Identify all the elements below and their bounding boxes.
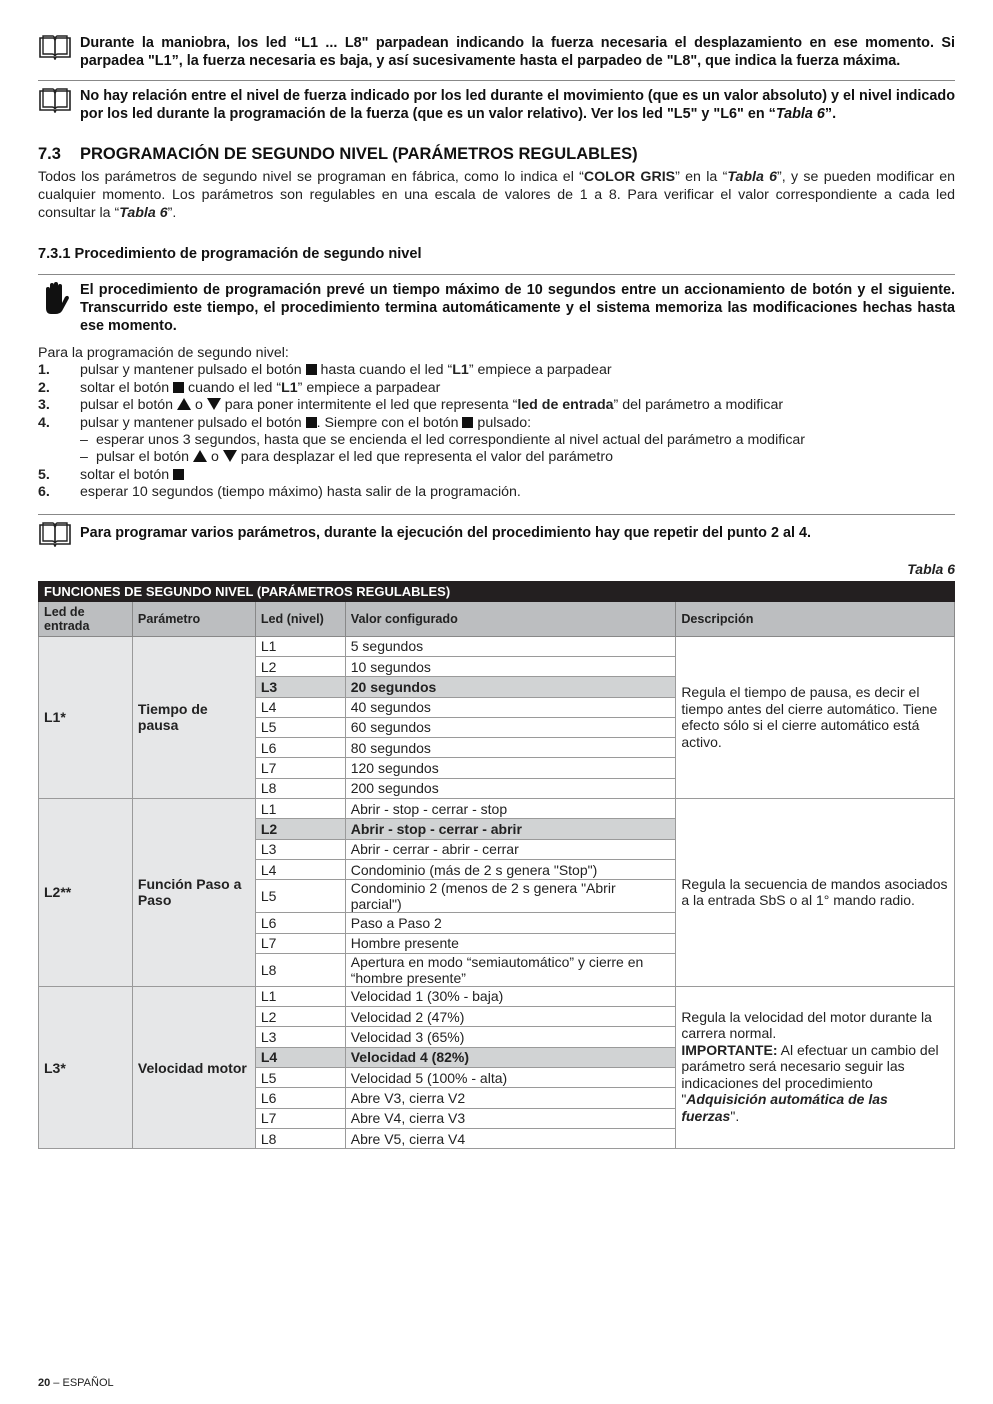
parameter-cell: Tiempo de pausa <box>132 636 255 798</box>
value-cell: Condominio (más de 2 s genera "Stop") <box>345 859 676 879</box>
value-cell: Paso a Paso 2 <box>345 913 676 933</box>
level-cell: L2 <box>255 1007 345 1027</box>
subsection-heading: 7.3.1 Procedimiento de programación de segundo nivel <box>38 246 422 262</box>
level-cell: L8 <box>255 953 345 986</box>
list-subitem: – pulsar el botón o para desplazar el led que representa el valor del parámetro <box>80 449 613 466</box>
col-header: Led de entrada <box>39 601 133 636</box>
stop-button-icon <box>306 417 317 428</box>
table-row <box>39 799 955 819</box>
book-icon <box>38 521 72 547</box>
level-cell: L4 <box>255 697 345 717</box>
level-cell: L6 <box>255 738 345 758</box>
parameter-cell: Velocidad motor <box>132 986 255 1148</box>
value-cell: Abre V5, cierra V4 <box>345 1128 676 1148</box>
up-arrow-icon <box>193 450 207 462</box>
value-cell: 40 segundos <box>345 697 676 717</box>
col-header: Parámetro <box>132 601 255 636</box>
value-cell: Velocidad 5 (100% - alta) <box>345 1068 676 1088</box>
list-item: 5. soltar el botón <box>38 467 955 484</box>
down-arrow-icon <box>223 450 237 462</box>
level-cell: L1 <box>255 986 345 1006</box>
note-1 <box>38 28 955 70</box>
level-cell: L8 <box>255 778 345 798</box>
level-cell: L4 <box>255 859 345 879</box>
table-label: Tabla 6 <box>907 560 955 577</box>
list-item: 4. pulsar y mantener pulsado el botón . Siempre con el botón pulsado: <box>38 414 532 431</box>
level-cell: L6 <box>255 1088 345 1108</box>
value-cell: 120 segundos <box>345 758 676 778</box>
level-cell: L5 <box>255 717 345 737</box>
level-cell: L1 <box>255 636 345 656</box>
hand-icon <box>38 281 72 315</box>
description-cell: Regula la secuencia de mandos asociados a la entrada SbS o al 1° mando radio. <box>676 799 955 987</box>
level-cell: L2 <box>255 656 345 676</box>
down-arrow-icon <box>207 398 221 410</box>
list-item: 1. pulsar y mantener pulsado el botón hasta cuando el led “L1” empiece a parpadear <box>38 362 612 379</box>
value-cell: 60 segundos <box>345 717 676 737</box>
note-1-text: Durante la maniobra, los led “L1 ... L8" parpadean indicando la fuerza necesaria el desplazamiento en ese momento. Si parpadea "L1”, la fuerza necesaria es baja, y así sucesivamente hasta el parpadeo de "L8", que indica la fuerza máxima. <box>80 35 955 69</box>
value-cell: Apertura en modo “semiautomático” y cierre en “hombre presente” <box>345 953 676 986</box>
steps-intro: Para la programación de segundo nivel: <box>38 345 289 361</box>
book-icon <box>38 34 72 60</box>
level-cell: L1 <box>255 799 345 819</box>
value-cell: 10 segundos <box>345 656 676 676</box>
table-row <box>39 636 955 656</box>
steps-list <box>38 345 955 502</box>
section-paragraph: Todos los parámetros de segundo nivel se programan en fábrica, como lo indica el “COLOR GRIS” en la “Tabla 6”, y se pueden modificar en cualquier momento. Los parámetros son regulables en una escala de valores de 1 a 8. Para verificar el valor correspondiente a cada led consultar la “Tabla 6”. <box>38 169 955 221</box>
stop-button-icon <box>173 382 184 393</box>
level-cell: L4 <box>255 1047 345 1067</box>
value-cell: Velocidad 2 (47%) <box>345 1007 676 1027</box>
description-cell: Regula la velocidad del motor durante la carrera normal. IMPORTANTE: Al efectuar un cambio del parámetro será necesario seguir las indicaciones del procedimiento "Adquisición automática de las fuerzas". <box>676 986 955 1148</box>
page <box>38 28 955 1149</box>
stop-button-icon <box>462 417 473 428</box>
table-caption: FUNCIONES DE SEGUNDO NIVEL (PARÁMETROS REGULABLES) <box>39 581 955 601</box>
note-3-text: Para programar varios parámetros, durante la ejecución del procedimiento hay que repetir del punto 2 al 4. <box>80 524 811 541</box>
level-cell: L2 <box>255 819 345 839</box>
value-cell: Abrir - cerrar - abrir - cerrar <box>345 839 676 859</box>
warning-note <box>38 274 955 335</box>
stop-button-icon <box>306 364 317 375</box>
note-2-text: No hay relación entre el nivel de fuerza indicado por los led durante el movimiento (que es un valor absoluto) y el nivel indicado por los led durante la programación de la fuerza (que es un valor relativo). Ver los led "L5" y "L6" en “Tabla 6”. <box>80 88 955 122</box>
value-cell: Velocidad 4 (82%) <box>345 1047 676 1067</box>
list-item: 3. pulsar el botón o para poner intermitente el led que representa “led de entrada” del parámetro a modificar <box>38 397 784 414</box>
led-input-cell: L1* <box>39 636 133 798</box>
value-cell: Abrir - stop - cerrar - abrir <box>345 819 676 839</box>
level-cell: L7 <box>255 933 345 953</box>
value-cell: Velocidad 3 (65%) <box>345 1027 676 1047</box>
level-cell: L3 <box>255 677 345 697</box>
book-icon <box>38 87 72 113</box>
col-header: Descripción <box>676 601 955 636</box>
level-cell: L7 <box>255 758 345 778</box>
value-cell: 5 segundos <box>345 636 676 656</box>
list-item: 6. esperar 10 segundos (tiempo máximo) hasta salir de la programación. <box>38 484 521 501</box>
col-header: Valor configurado <box>345 601 676 636</box>
level-cell: L5 <box>255 1068 345 1088</box>
level-cell: L3 <box>255 839 345 859</box>
description-cell: Regula el tiempo de pausa, es decir el tiempo antes del cierre automático. Tiene efecto sólo si el cierre automático está activo. <box>676 636 955 798</box>
level-cell: L7 <box>255 1108 345 1128</box>
col-header: Led (nivel) <box>255 601 345 636</box>
led-input-cell: L3* <box>39 986 133 1148</box>
value-cell: Condominio 2 (menos de 2 s genera "Abrir parcial") <box>345 880 676 913</box>
parameters-table <box>38 581 955 1150</box>
value-cell: Hombre presente <box>345 933 676 953</box>
value-cell: Abre V3, cierra V2 <box>345 1088 676 1108</box>
section-heading: 7.3 PROGRAMACIÓN DE SEGUNDO NIVEL (PARÁMETROS REGULABLES) <box>38 145 638 163</box>
level-cell: L5 <box>255 880 345 913</box>
stop-button-icon <box>173 469 184 480</box>
parameter-cell: Función Paso a Paso <box>132 799 255 987</box>
list-subitem: – esperar unos 3 segundos, hasta que se encienda el led correspondiente al nivel actual del parámetro a modificar <box>80 432 806 449</box>
value-cell: Abre V4, cierra V3 <box>345 1108 676 1128</box>
level-cell: L6 <box>255 913 345 933</box>
value-cell: 80 segundos <box>345 738 676 758</box>
value-cell: Velocidad 1 (30% - baja) <box>345 986 676 1006</box>
table-row <box>39 986 955 1006</box>
level-cell: L8 <box>255 1128 345 1148</box>
list-item: 2. soltar el botón cuando el led “L1” empiece a parpadear <box>38 379 441 396</box>
value-cell: 200 segundos <box>345 778 676 798</box>
led-input-cell: L2** <box>39 799 133 987</box>
note-3 <box>38 514 955 547</box>
page-footer: 20 – ESPAÑOL <box>38 1377 114 1389</box>
note-2 <box>38 80 955 123</box>
value-cell: 20 segundos <box>345 677 676 697</box>
level-cell: L3 <box>255 1027 345 1047</box>
value-cell: Abrir - stop - cerrar - stop <box>345 799 676 819</box>
up-arrow-icon <box>177 398 191 410</box>
warning-text: El procedimiento de programación prevé un tiempo máximo de 10 segundos entre un accionamiento de botón y el siguiente. Transcurrido este tiempo, el procedimiento termina automáticamente y el sistema memoriza las modificaciones hechas hasta ese momento. <box>80 282 955 334</box>
